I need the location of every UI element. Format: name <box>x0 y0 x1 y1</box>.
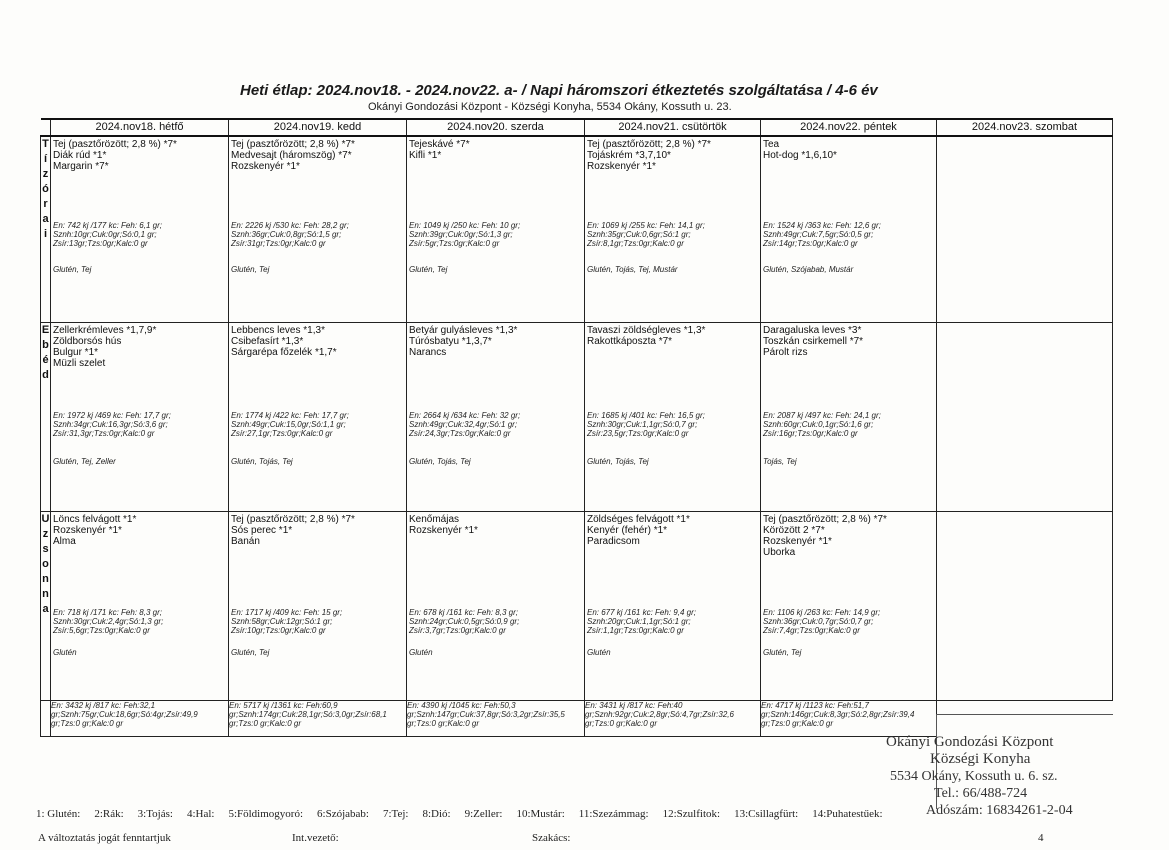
allergen-info: Glutén, Szójabab, Mustár <box>763 265 854 274</box>
menu-cell <box>937 136 1113 323</box>
menu-cell <box>585 323 761 512</box>
menu-cell <box>761 323 937 512</box>
dish-item: Tej (pasztőrözött; 2,8 %) *7* <box>231 514 355 525</box>
nutrition-info: En: 1685 kj /401 kc: Feh: 16,5 gr; Sznh:30gr;Cuk:1,1gr;Só:0,7 gr; Zsír:23,5gr;Tzs:0gr;Kalc:0 gr <box>587 411 705 438</box>
menu-cell <box>407 136 585 323</box>
stamp-line: Községi Konyha <box>930 751 1031 767</box>
day-header: 2024.nov20. szerda <box>407 119 585 136</box>
page-title: Heti étlap: 2024.nov18. - 2024.nov22. a- / Napi háromszori étkeztetés szolgáltatása / 4-6 év <box>240 82 878 99</box>
dish-list <box>407 137 584 161</box>
meal-label-letter: a <box>42 213 49 225</box>
dish-item: Paradicsom <box>587 536 640 547</box>
dish-item: Zellerkrémleves *1,7,9* <box>53 325 157 336</box>
meal-label-letter: a <box>42 603 49 615</box>
dish-item: Kenőmájas <box>409 514 460 525</box>
stamp-line: Adószám: 16834261-2-04 <box>926 803 1073 818</box>
day-header: 2024.nov18. hétfő <box>51 119 229 136</box>
meal-label-letter: d <box>42 369 49 381</box>
dish-item: Párolt rizs <box>763 347 808 358</box>
allergen-info: Glutén <box>587 648 611 657</box>
dish-list <box>937 137 1112 139</box>
dish-list <box>407 323 584 358</box>
meal-label-letter: b <box>42 339 49 351</box>
dish-item: Körözött 2 *7* <box>763 525 825 536</box>
allergen-info: Glutén, Tojás, Tej, Mustár <box>587 265 678 274</box>
legend-item: 4:Hal: <box>186 808 215 820</box>
dish-list <box>585 137 760 172</box>
allergen-info: Glutén, Tej <box>409 265 448 274</box>
meal-row <box>41 136 1113 323</box>
meal-label <box>41 323 51 512</box>
menu-cell <box>229 512 407 701</box>
dish-item: Tojáskrém *3,7,10* <box>587 150 671 161</box>
meal-label-letter: s <box>42 543 49 555</box>
legend-item: 6:Szójabab: <box>317 808 369 820</box>
dish-item: Rakottkáposzta *7* <box>587 336 673 347</box>
dish-item: Zöldséges felvágott *1* <box>587 514 690 525</box>
page-number: 4 <box>1038 832 1044 844</box>
meal-label-letter: n <box>42 588 49 600</box>
dish-list <box>937 512 1112 514</box>
allergen-info: Glutén, Tojás, Tej <box>231 457 293 466</box>
day-header: 2024.nov21. csütörtök <box>585 119 761 136</box>
dish-item: Tej (pasztőrözött; 2,8 %) *7* <box>763 514 887 525</box>
page-subtitle: Okányi Gondozási Központ - Községi Konyha, 5534 Okány, Kossuth u. 23. <box>368 101 732 113</box>
dish-item: Diák rúd *1* <box>53 150 107 161</box>
meal-label-letter: T <box>42 138 49 150</box>
stamp-line: Tel.: 66/488-724 <box>934 786 1028 801</box>
dish-item: Sárgarépa főzelék *1,7* <box>231 347 337 358</box>
dish-list <box>761 512 936 558</box>
menu-cell <box>407 512 585 701</box>
institution-stamp <box>886 734 1112 819</box>
nutrition-info: En: 1049 kj /250 kc: Feh: 10 gr; Sznh:39gr;Cuk:0gr;Só:1,3 gr; Zsír:5gr;Tzs:0gr;Kalc:0 gr <box>409 221 521 248</box>
menu-cell <box>585 512 761 701</box>
menu-cell <box>51 323 229 512</box>
allergen-info: Glutén <box>409 648 433 657</box>
dish-item: Zöldborsós hús <box>53 336 122 347</box>
nutrition-info: En: 1524 kj /363 kc: Feh: 12,6 gr; Sznh:49gr;Cuk:7,5gr;Só:0,5 gr; Zsír:14gr;Tzs:0gr;Kalc:0 gr <box>763 221 881 248</box>
daily-total: En: 5717 kj /1361 kc: Feh:60,9 gr;Sznh:174gr;Cuk:28,1gr;Só:3,0gr;Zsír:68,1 gr;Tzs:0 gr;Kalc:0 gr <box>229 701 407 737</box>
stamp-line: 5534 Okány, Kossuth u. 6. sz. <box>890 769 1058 784</box>
menu-cell <box>937 323 1113 512</box>
dish-item: Csibefasírt *1,3* <box>231 336 304 347</box>
daily-total: En: 4390 kj /1045 kc: Feh:50,3 gr;Sznh:147gr;Cuk:37,8gr;Só:3,2gr;Zsír:35,5 gr;Tzs:0 gr;Kalc:0 gr <box>407 701 585 737</box>
menu-cell <box>937 512 1113 701</box>
footer-cook-label: Szakács: <box>532 832 571 844</box>
allergen-info: Glutén, Tej <box>231 265 270 274</box>
dish-list <box>761 323 936 358</box>
menu-cell <box>585 136 761 323</box>
meal-label-letter: U <box>41 513 50 525</box>
dish-item: Müzli szelet <box>53 358 106 369</box>
nutrition-info: En: 678 kj /161 kc: Feh: 8,3 gr; Sznh:24gr;Cuk:0,5gr;Só:0,9 gr; Zsír:3,7gr;Tzs:0gr;Kalc:0 gr <box>409 608 520 635</box>
nutrition-info: En: 677 kj /161 kc: Feh: 9,4 gr; Sznh:20gr;Cuk:1,1gr;Só:1 gr; Zsír:1,1gr;Tzs:0gr;Kalc:0 gr <box>587 608 696 635</box>
legend-item: 14:Puhatestűek: <box>812 808 883 820</box>
nutrition-info: En: 1972 kj /469 kc: Feh: 17,7 gr; Sznh:34gr;Cuk:16,3gr;Só:3,6 gr; Zsír:31,3gr;Tzs:0gr;Kalc:0 gr <box>53 411 171 438</box>
dish-list <box>585 512 760 547</box>
menu-cell <box>761 512 937 701</box>
nutrition-info: En: 1106 kj /263 kc: Feh: 14,9 gr; Sznh:36gr;Cuk:0,7gr;Só:0,7 gr; Zsír:7,4gr;Tzs:0gr;Kalc:0 gr <box>763 608 881 635</box>
meal-label-letter: z <box>42 528 49 540</box>
dish-item: Narancs <box>409 347 447 358</box>
nutrition-info: En: 1717 kj /409 kc: Feh: 15 gr; Sznh:58gr;Cuk:12gr;Só:1 gr; Zsír:10gr;Tzs:0gr;Kalc:0 gr <box>231 608 343 635</box>
nutrition-info: En: 2226 kj /530 kc: Feh: 28,2 gr; Sznh:36gr;Cuk:0,8gr;Só:1,5 gr; Zsír:31gr;Tzs:0gr;Kalc:0 gr <box>231 221 349 248</box>
nutrition-info: En: 742 kj /177 kc: Feh: 6,1 gr; Sznh:10gr;Cuk:0gr;Só:0,1 gr; Zsír:13gr;Tzs:0gr;Kalc:0 gr <box>53 221 162 248</box>
nutrition-info: En: 1774 kj /422 kc: Feh: 17,7 gr; Sznh:49gr;Cuk:15,0gr;Só:1,1 gr; Zsír:27,1gr;Tzs:0gr;Kalc:0 gr <box>231 411 349 438</box>
meal-label-letter: i <box>43 228 48 240</box>
menu-cell <box>51 512 229 701</box>
meal-label-letter: ó <box>42 183 49 195</box>
nutrition-info: En: 2664 kj /634 kc: Feh: 32 gr; Sznh:49gr;Cuk:32,4gr;Só:1 gr; Zsír:24,3gr;Tzs:0gr;Kalc:0 gr <box>409 411 521 438</box>
dish-list <box>229 512 406 547</box>
meal-label-letter: é <box>42 354 49 366</box>
dish-item: Sós perec *1* <box>231 525 293 536</box>
day-header: 2024.nov19. kedd <box>229 119 407 136</box>
legend-item: 9:Zeller: <box>464 808 503 820</box>
dish-list <box>937 323 1112 325</box>
menu-cell <box>51 136 229 323</box>
dish-list <box>229 137 406 172</box>
dish-list <box>585 323 760 347</box>
menu-table <box>40 118 1113 737</box>
dish-item: Rozskenyér *1* <box>231 161 300 172</box>
legend-item: 2:Rák: <box>94 808 124 820</box>
allergen-info: Glutén, Tej <box>763 648 802 657</box>
menu-cell <box>229 323 407 512</box>
dish-item: Túrósbatyu *1,3,7* <box>409 336 492 347</box>
meal-label-letter: r <box>43 198 48 210</box>
meal-label-letter: í <box>43 153 48 165</box>
dish-item: Kifli *1* <box>409 150 442 161</box>
dish-item: Tea <box>763 139 780 150</box>
allergen-info: Glutén, Tojás, Tej <box>409 457 471 466</box>
dish-item: Rozskenyér *1* <box>409 525 478 536</box>
meal-label-letter: o <box>42 558 49 570</box>
dish-list <box>51 323 228 369</box>
dish-list <box>761 137 936 161</box>
dish-list <box>51 137 228 172</box>
dish-item: Banán <box>231 536 260 547</box>
meal-row <box>41 512 1113 701</box>
menu-cell <box>761 136 937 323</box>
daily-total: En: 3431 kj /817 kc: Feh:40 gr;Sznh:92gr;Cuk:2,8gr;Só:4,7gr;Zsír:32,6 gr;Tzs:0 gr;Kalc:0 gr <box>585 701 761 737</box>
meal-label <box>41 512 51 701</box>
legend-item: 3:Tojás: <box>137 808 173 820</box>
nutrition-info: En: 2087 kj /497 kc: Feh: 24,1 gr; Sznh:60gr;Cuk:0,1gr;Só:1,6 gr; Zsír:16gr;Tzs:0gr;Kalc:0 gr <box>763 411 881 438</box>
dish-item: Daragaluska leves *3* <box>763 325 862 336</box>
footer-manager-label: Int.vezető: <box>292 832 339 844</box>
legend-item: 12:Szulfitok: <box>662 808 721 820</box>
dish-item: Tej (pasztőrözött; 2,8 %) *7* <box>53 139 177 150</box>
daily-total: En: 3432 kj /817 kc: Feh:32,1 gr;Sznh:75gr;Cuk:18,6gr;Só:4gr;Zsír:49,9 gr;Tzs:0 gr;Kalc:0 gr <box>51 701 229 737</box>
dish-item: Medvesajt (háromszög) *7* <box>231 150 352 161</box>
meal-label-letter: z <box>42 168 49 180</box>
day-header-row <box>41 119 1113 136</box>
legend-item: 13:Csillagfürt: <box>734 808 799 820</box>
meal-label <box>41 136 51 323</box>
dish-item: Betyár gulyásleves *1,3* <box>409 325 518 336</box>
menu-cell <box>229 136 407 323</box>
allergen-info: Glutén, Tej <box>53 265 92 274</box>
dish-item: Tavaszi zöldségleves *1,3* <box>587 325 706 336</box>
dish-item: Bulgur *1* <box>53 347 99 358</box>
meal-label-letter: E <box>41 324 50 336</box>
corner-cell <box>41 119 51 136</box>
menu-cell <box>407 323 585 512</box>
allergen-info: Tojás, Tej <box>763 457 797 466</box>
dish-item: Margarin *7* <box>53 161 109 172</box>
allergen-info: Glutén, Tojás, Tej <box>587 457 649 466</box>
dish-item: Hot-dog *1,6,10* <box>763 150 837 161</box>
allergen-legend <box>36 808 1136 820</box>
dish-list <box>51 512 228 547</box>
legend-item: 1: Glutén: <box>36 808 81 820</box>
dish-item: Rozskenyér *1* <box>587 161 656 172</box>
nutrition-info: En: 718 kj /171 kc: Feh: 8,3 gr; Sznh:30gr;Cuk:2,4gr;Só:1,3 gr; Zsír:5,6gr;Tzs:0gr;Kalc:0 gr <box>53 608 164 635</box>
meal-label-letter: n <box>42 573 49 585</box>
dish-item: Alma <box>53 536 76 547</box>
legend-item: 10:Mustár: <box>516 808 565 820</box>
legend-item: 8:Dió: <box>422 808 451 820</box>
dish-list <box>229 323 406 358</box>
dish-item: Tej (pasztőrözött; 2,8 %) *7* <box>231 139 355 150</box>
allergen-info: Glutén, Tej <box>231 648 270 657</box>
footer-note: A változtatás jogát fenntartjuk <box>38 832 171 844</box>
allergen-info: Glutén, Tej, Zeller <box>53 457 116 466</box>
legend-item: 11:Szezámmag: <box>578 808 649 820</box>
dish-item: Tejeskávé *7* <box>409 139 470 150</box>
day-header: 2024.nov23. szombat <box>937 119 1113 136</box>
totals-label <box>41 701 51 737</box>
dish-item: Tej (pasztőrözött; 2,8 %) *7* <box>587 139 711 150</box>
dish-item: Löncs felvágott *1* <box>53 514 137 525</box>
dish-list <box>407 512 584 536</box>
meal-row <box>41 323 1113 512</box>
nutrition-info: En: 1069 kj /255 kc: Feh: 14,1 gr; Sznh:35gr;Cuk:0,6gr;Só:1 gr; Zsír:8,1gr;Tzs:0gr;Kalc:0 gr <box>587 221 705 248</box>
dish-item: Lebbencs leves *1,3* <box>231 325 325 336</box>
dish-item: Rozskenyér *1* <box>53 525 122 536</box>
stamp-line: Okányi Gondozási Központ <box>886 734 1054 750</box>
allergen-info: Glutén <box>53 648 77 657</box>
daily-total: En: 4717 kj /1123 kc: Feh:51,7 gr;Sznh:146gr;Cuk:8,3gr;Só:2,8gr;Zsír:39,4 gr;Tzs:0 gr;Kalc:0 gr <box>761 701 937 737</box>
dish-item: Uborka <box>763 547 796 558</box>
dish-item: Kenyér (fehér) *1* <box>587 525 668 536</box>
dish-item: Toszkán csirkemell *7* <box>763 336 864 347</box>
legend-item: 5:Földimogyoró: <box>228 808 304 820</box>
day-header: 2024.nov22. péntek <box>761 119 937 136</box>
dish-item: Rozskenyér *1* <box>763 536 832 547</box>
legend-item: 7:Tej: <box>382 808 409 820</box>
